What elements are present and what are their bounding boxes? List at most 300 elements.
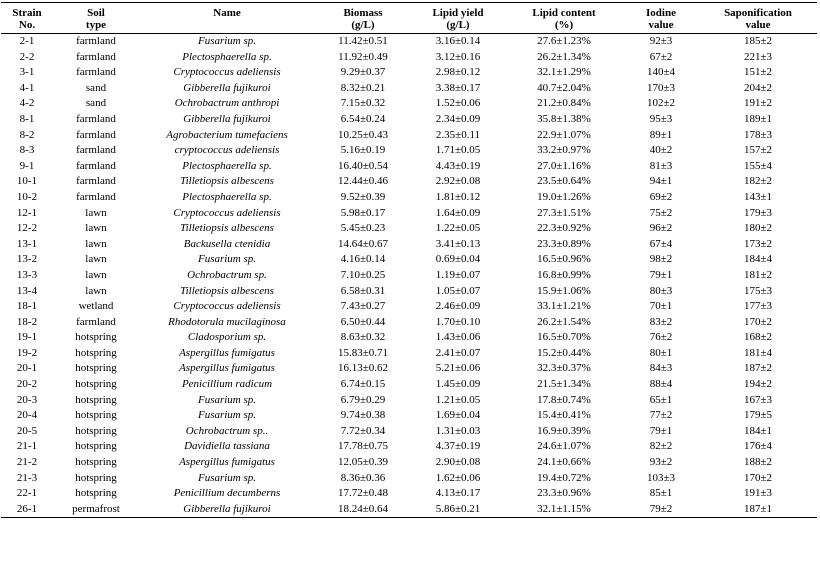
lipid-yield-cell: 1.81±0.12 [435,190,481,203]
lipid-yield-cell: 2.98±0.12 [435,66,481,79]
saponification-value-cell: 181±2 [743,268,773,281]
saponification-value-cell: 187±2 [743,362,773,375]
iodine-value-cell: 80±3 [649,284,673,297]
name-cell: Ochrobactrum sp.. [185,424,269,437]
iodine-value-cell: 103±3 [646,471,676,484]
name-cell: Cryptococcus adeliensis [173,66,281,79]
table-row [1,424,817,440]
iodine-value-cell: 95±3 [649,112,673,125]
biomass-cell: 7.15±0.32 [340,97,386,110]
biomass-cell: 14.64±0.67 [337,237,389,250]
strain-no-cell: 20-1 [16,362,38,375]
soil-type-cell: hotspring [75,331,117,344]
table-row [1,34,817,50]
lipid-yield-cell: 3.41±0.13 [435,237,481,250]
name-cell: Ochrobactrum sp. [187,268,267,281]
lipid-yield-cell: 1.31±0.03 [435,424,481,437]
header-line2: (g/L) [446,19,470,31]
soil-type-cell: hotspring [75,378,117,391]
lipid-yield-cell: 1.64±0.09 [435,206,481,219]
table-row [1,315,817,331]
table-row [1,330,817,346]
name-cell: Cryptococcus adeliensis [173,300,281,313]
name-cell: Fusarium sp. [197,253,257,266]
biomass-cell: 17.78±0.75 [337,440,389,453]
biomass-cell: 7.72±0.34 [340,424,386,437]
lipid-content-cell: 24.6±1.07% [537,440,591,453]
name-cell: Tilletiopsis albescens [180,175,274,188]
soil-type-cell: hotspring [75,346,117,359]
table-row [1,299,817,315]
lipid-content-cell: 35.8±1.38% [537,112,591,125]
header-saponification-value [699,3,817,34]
soil-type-cell: sand [85,81,107,94]
header-line1: Saponification [724,7,792,19]
name-cell: Aspergillus fumigatus [179,456,275,469]
biomass-cell: 5.16±0.19 [340,144,386,157]
soil-type-cell: farmland [76,66,116,79]
header-strain-no [1,3,53,34]
iodine-value-cell: 67±2 [649,50,673,63]
table-row [1,268,817,284]
soil-type-cell: farmland [76,112,116,125]
header-name [139,3,315,34]
name-cell: Gibberella fujikuroi [183,112,271,125]
iodine-value-cell: 80±1 [649,346,673,359]
table-row [1,65,817,81]
soil-type-cell: lawn [85,206,107,219]
name-cell: Cladosporium sp. [187,331,267,344]
soil-type-cell: farmland [76,315,116,328]
biomass-cell: 8.63±0.32 [340,331,386,344]
soil-type-cell: farmland [76,190,116,203]
table-row [1,174,817,190]
soil-type-cell: lawn [85,268,107,281]
header-line2: value [648,19,674,31]
table-row [1,206,817,222]
lipid-content-cell: 32.3±0.37% [537,362,591,375]
table-row [1,284,817,300]
name-cell: Fusarium sp. [197,409,257,422]
lipid-content-cell: 32.1±1.15% [537,502,591,515]
strain-no-cell: 9-1 [19,159,35,172]
table-row [1,502,817,518]
biomass-cell: 11.92±0.49 [338,50,388,63]
strain-no-cell: 12-2 [16,222,38,235]
table-row [1,471,817,487]
soil-type-cell: hotspring [75,440,117,453]
iodine-value-cell: 79±2 [649,502,673,515]
iodine-value-cell: 85±1 [649,487,673,500]
strain-no-cell: 10-2 [16,190,38,203]
lipid-yield-cell: 1.69±0.04 [435,409,481,422]
saponification-value-cell: 175±3 [743,284,773,297]
strain-no-cell: 26-1 [16,502,38,515]
iodine-value-cell: 77±2 [649,409,673,422]
iodine-value-cell: 140±4 [646,66,676,79]
lipid-content-cell: 15.9±1.06% [537,284,591,297]
strain-no-cell: 10-1 [16,175,38,188]
name-cell: Ochrobactrum anthropi [174,97,280,110]
name-cell: Gibberella fujikuroi [183,81,271,94]
lipid-yield-cell: 0.69±0.04 [435,253,481,266]
saponification-value-cell: 182±2 [743,175,773,188]
biomass-cell: 4.16±0.14 [340,253,386,266]
soil-type-cell: lawn [85,284,107,297]
saponification-value-cell: 221±3 [743,50,773,63]
biomass-cell: 11.42±0.51 [338,35,388,47]
header-line2: type [85,19,107,31]
lipid-yield-cell: 5.86±0.21 [435,502,481,515]
lipid-content-cell: 23.3±0.96% [537,487,591,500]
iodine-value-cell: 40±2 [649,144,673,157]
soil-type-cell: hotspring [75,409,117,422]
iodine-value-cell: 92±3 [649,35,673,47]
strain-no-cell: 20-3 [16,393,38,406]
saponification-value-cell: 179±3 [743,206,773,219]
biomass-cell: 9.29±0.37 [340,66,386,79]
iodine-value-cell: 83±2 [649,315,673,328]
table-row [1,81,817,97]
lipid-content-cell: 21.5±1.34% [537,378,591,391]
name-cell: Plectosphaerella sp. [182,190,272,203]
lipid-yield-cell: 2.41±0.07 [435,346,481,359]
lipid-yield-cell: 3.38±0.17 [435,81,481,94]
strain-no-cell: 18-1 [16,300,38,313]
header-line2: (g/L) [351,19,375,31]
lipid-yield-cell: 2.90±0.08 [435,456,481,469]
lipid-yield-cell: 4.37±0.19 [435,440,481,453]
lipid-content-cell: 15.2±0.44% [537,346,591,359]
header-biomass [315,3,411,34]
biomass-cell: 6.58±0.31 [340,284,386,297]
header-row [1,3,817,34]
lipid-content-cell: 19.4±0.72% [537,471,591,484]
name-cell: Rhodotorula mucilaginosa [168,315,286,328]
saponification-value-cell: 188±2 [743,456,773,469]
strain-no-cell: 13-2 [16,253,38,266]
name-cell: Fusarium sp. [197,471,257,484]
name-cell: Aspergillus fumigatus [179,346,275,359]
iodine-value-cell: 65±1 [649,393,673,406]
lipid-content-cell: 16.5±0.70% [537,331,591,344]
table-row [1,190,817,206]
lipid-yield-cell: 2.46±0.09 [435,300,481,313]
lipid-yield-cell: 1.52±0.06 [435,97,481,110]
lipid-yield-cell: 2.35±0.11 [435,128,481,141]
table-row [1,377,817,393]
strain-no-cell: 8-2 [19,128,35,141]
name-cell: Aspergillus fumigatus [179,362,275,375]
biomass-cell: 6.74±0.15 [340,378,386,391]
iodine-value-cell: 75±2 [649,206,673,219]
biomass-cell: 7.43±0.27 [340,300,386,313]
table-row [1,393,817,409]
iodine-value-cell: 96±2 [649,222,673,235]
strain-no-cell: 12-1 [16,206,38,219]
table-row [1,252,817,268]
lipid-yield-cell: 1.43±0.06 [435,331,481,344]
biomass-cell: 12.05±0.39 [337,456,389,469]
lipid-content-cell: 22.9±1.07% [537,128,591,141]
biomass-cell: 17.72±0.48 [337,487,389,500]
iodine-value-cell: 82±2 [649,440,673,453]
lipid-content-cell: 15.4±0.41% [537,409,591,422]
lipid-content-cell: 33.1±1.21% [537,300,591,313]
soil-type-cell: wetland [78,300,114,313]
lipid-content-cell: 32.1±1.29% [537,66,591,79]
iodine-value-cell: 76±2 [649,331,673,344]
lipid-yield-cell: 1.71±0.05 [435,144,481,157]
table-row [1,361,817,377]
biomass-cell: 18.24±0.64 [337,502,389,515]
soil-type-cell: farmland [76,159,116,172]
saponification-value-cell: 151±2 [743,66,773,79]
table-row [1,346,817,362]
strain-no-cell: 20-4 [16,409,38,422]
soil-type-cell: sand [85,97,107,110]
saponification-value-cell: 173±2 [743,237,773,250]
strain-no-cell: 4-2 [19,97,35,110]
lipid-content-cell: 27.6±1.23% [537,35,591,47]
saponification-value-cell: 176±4 [743,440,773,453]
table-header [1,3,817,34]
iodine-value-cell: 67±4 [649,237,673,250]
saponification-value-cell: 168±2 [743,331,773,344]
lipid-yield-cell: 4.43±0.19 [435,159,481,172]
biomass-cell: 5.98±0.17 [340,206,386,219]
lipid-content-cell: 24.1±0.66% [537,456,591,469]
biomass-cell: 6.50±0.44 [340,315,386,328]
biomass-cell: 9.52±0.39 [340,190,386,203]
soil-type-cell: farmland [76,175,116,188]
iodine-value-cell: 84±3 [649,362,673,375]
strain-no-cell: 20-5 [16,424,38,437]
header-line2: value [745,19,771,31]
soil-type-cell: hotspring [75,456,117,469]
lipid-content-cell: 22.3±0.92% [537,222,591,235]
saponification-value-cell: 143±1 [743,190,773,203]
lipid-yield-cell: 3.16±0.14 [435,35,481,47]
header-lipid-yield [411,3,505,34]
biomass-cell: 8.36±0.36 [340,471,386,484]
saponification-value-cell: 204±2 [743,81,773,94]
iodine-value-cell: 93±2 [649,456,673,469]
name-cell: Plectosphaerella sp. [182,50,272,63]
header-line2: (%) [554,19,574,31]
name-cell: Fusarium sp. [197,393,257,406]
strain-lipid-table [1,2,817,518]
table-body [1,34,817,518]
saponification-value-cell: 157±2 [743,144,773,157]
lipid-content-cell: 17.8±0.74% [537,393,591,406]
header-line1: Lipid yield [432,7,484,19]
soil-type-cell: lawn [85,222,107,235]
lipid-content-cell: 26.2±1.34% [537,50,591,63]
table-row [1,159,817,175]
iodine-value-cell: 102±2 [646,97,676,110]
header-lipid-content [505,3,623,34]
strain-no-cell: 19-1 [16,331,38,344]
header-line1: Strain [12,7,42,19]
saponification-value-cell: 177±3 [743,300,773,313]
name-cell: Plectosphaerella sp. [182,159,272,172]
saponification-value-cell: 191±2 [743,97,773,110]
biomass-cell: 12.44±0.46 [337,175,389,188]
name-cell: Gibberella fujikuroi [183,502,271,515]
lipid-yield-cell: 4.13±0.17 [435,487,481,500]
saponification-value-cell: 180±2 [743,222,773,235]
soil-type-cell: farmland [76,128,116,141]
table-row [1,455,817,471]
strain-no-cell: 13-3 [16,268,38,281]
table-row [1,237,817,253]
biomass-cell: 7.10±0.25 [340,268,386,281]
lipid-yield-cell: 2.34±0.09 [435,112,481,125]
soil-type-cell: hotspring [75,424,117,437]
saponification-value-cell: 187±1 [743,502,773,515]
header-line1: Iodine [646,7,676,19]
saponification-value-cell: 185±2 [743,35,773,47]
biomass-cell: 10.25±0.43 [337,128,389,141]
strain-no-cell: 8-1 [19,112,35,125]
strain-no-cell: 20-2 [16,378,38,391]
saponification-value-cell: 170±2 [743,315,773,328]
header-soil-type [53,3,139,34]
strain-no-cell: 21-1 [16,440,38,453]
strain-no-cell: 8-3 [19,144,35,157]
lipid-yield-cell: 5.21±0.06 [435,362,481,375]
iodine-value-cell: 79±1 [649,268,673,281]
name-cell: Backusella ctenidia [183,237,271,250]
name-cell: Agrobacterium tumefaciens [166,128,288,141]
lipid-content-cell: 19.0±1.26% [537,190,591,203]
strain-no-cell: 21-2 [16,456,38,469]
biomass-cell: 16.13±0.62 [337,362,389,375]
header-line1: Name [213,7,241,19]
header-line1: Biomass [343,7,383,19]
header-line1: Soil [87,7,105,19]
iodine-value-cell: 98±2 [649,253,673,266]
lipid-yield-cell: 1.21±0.05 [435,393,481,406]
lipid-content-cell: 33.2±0.97% [537,144,591,157]
saponification-value-cell: 167±3 [743,393,773,406]
iodine-value-cell: 94±1 [649,175,673,188]
table-row [1,50,817,66]
iodine-value-cell: 79±1 [649,424,673,437]
lipid-yield-cell: 1.22±0.05 [435,222,481,235]
saponification-value-cell: 170±2 [743,471,773,484]
lipid-yield-cell: 1.45±0.09 [435,378,481,391]
biomass-cell: 16.40±0.54 [337,159,389,172]
lipid-yield-cell: 1.70±0.10 [435,315,481,328]
strain-no-cell: 4-1 [19,81,35,94]
lipid-content-cell: 40.7±2.04% [537,81,591,94]
saponification-value-cell: 179±5 [743,409,773,422]
saponification-value-cell: 194±2 [743,378,773,391]
saponification-value-cell: 184±1 [743,424,773,437]
biomass-cell: 5.45±0.23 [340,222,386,235]
name-cell: Tilletiopsis albescens [180,222,274,235]
soil-type-cell: lawn [85,237,107,250]
saponification-value-cell: 184±4 [743,253,773,266]
table-row [1,408,817,424]
biomass-cell: 6.79±0.29 [340,393,386,406]
table-row [1,221,817,237]
strain-no-cell: 21-3 [16,471,38,484]
biomass-cell: 6.54±0.24 [340,112,386,125]
name-cell: cryptococcus adeliensis [174,144,280,157]
table-row [1,486,817,502]
lipid-yield-cell: 1.62±0.06 [435,471,481,484]
strain-no-cell: 18-2 [16,315,38,328]
lipid-content-cell: 26.2±1.54% [537,315,591,328]
strain-no-cell: 2-1 [19,35,35,47]
biomass-cell: 15.83±0.71 [337,346,389,359]
saponification-value-cell: 181±4 [743,346,773,359]
strain-no-cell: 19-2 [16,346,38,359]
iodine-value-cell: 81±3 [649,159,673,172]
lipid-content-cell: 23.5±0.64% [537,175,591,188]
lipid-content-cell: 27.3±1.51% [537,206,591,219]
lipid-yield-cell: 2.92±0.08 [435,175,481,188]
name-cell: Fusarium sp. [197,35,257,47]
lipid-content-cell: 21.2±0.84% [537,97,591,110]
iodine-value-cell: 69±2 [649,190,673,203]
strain-no-cell: 22-1 [16,487,38,500]
soil-type-cell: hotspring [75,471,117,484]
soil-type-cell: hotspring [75,362,117,375]
table-row [1,112,817,128]
soil-type-cell: hotspring [75,393,117,406]
biomass-cell: 9.74±0.38 [340,409,386,422]
iodine-value-cell: 170±3 [646,81,676,94]
saponification-value-cell: 178±3 [743,128,773,141]
name-cell: Davidiella tassiana [184,440,270,453]
soil-type-cell: farmland [76,144,116,157]
header-line1: Lipid content [532,7,596,19]
iodine-value-cell: 88±4 [649,378,673,391]
saponification-value-cell: 155±4 [743,159,773,172]
biomass-cell: 8.32±0.21 [340,81,386,94]
soil-type-cell: farmland [76,50,116,63]
saponification-value-cell: 191±3 [743,487,773,500]
name-cell: Cryptococcus adeliensis [173,206,281,219]
table-row [1,96,817,112]
soil-type-cell: farmland [76,35,116,47]
table-row [1,128,817,144]
lipid-yield-cell: 3.12±0.16 [435,50,481,63]
saponification-value-cell: 189±1 [743,112,773,125]
lipid-content-cell: 27.0±1.16% [537,159,591,172]
soil-type-cell: lawn [85,253,107,266]
soil-type-cell: permafrost [72,502,120,515]
strain-no-cell: 13-4 [16,284,38,297]
lipid-yield-cell: 1.19±0.07 [435,268,481,281]
name-cell: Penicillium decumberns [173,487,281,500]
lipid-yield-cell: 1.05±0.07 [435,284,481,297]
header-iodine-value [623,3,699,34]
header-line2: No. [18,19,36,31]
strain-no-cell: 2-2 [19,50,35,63]
soil-type-cell: hotspring [75,487,117,500]
name-cell: Penicillium radicum [181,378,273,391]
lipid-content-cell: 16.9±0.39% [537,424,591,437]
lipid-content-cell: 16.8±0.99% [537,268,591,281]
lipid-content-cell: 23.3±0.89% [537,237,591,250]
table-row [1,143,817,159]
table-row [1,439,817,455]
